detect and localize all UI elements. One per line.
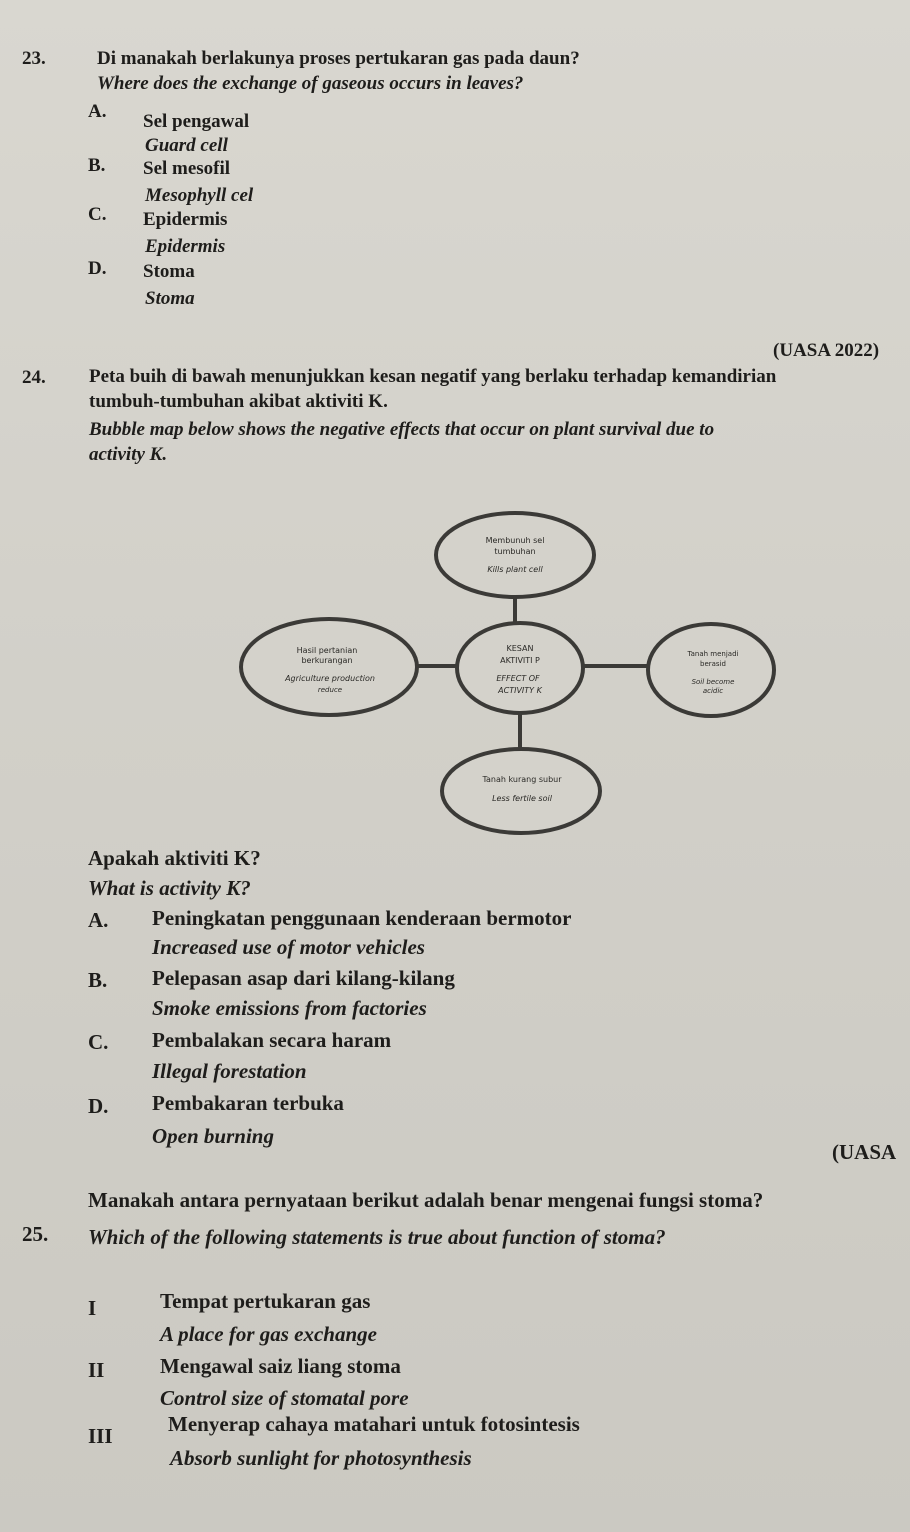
bubble-left-ms-2: berkurangan bbox=[301, 656, 353, 665]
bubble-right-ms-1: Tanah menjadi bbox=[687, 650, 739, 658]
bubble-right bbox=[648, 624, 774, 716]
option-c-ms: Pembalakan secara haram bbox=[152, 1028, 392, 1052]
bubble-right-ms-2: berasid bbox=[700, 660, 726, 668]
bubble-right-en-2: acidic bbox=[702, 687, 724, 695]
bubble-center-ms-2: AKTIVITI P bbox=[500, 656, 540, 665]
option-a-en: Guard cell bbox=[145, 135, 228, 156]
question-number: 23. bbox=[22, 48, 46, 69]
option-a-letter: A. bbox=[88, 101, 107, 122]
option-b-letter: B. bbox=[88, 155, 106, 176]
bubble-top-ms-2: tumbuhan bbox=[494, 547, 536, 556]
option-a-letter: A. bbox=[88, 908, 109, 932]
ask-en: What is activity K? bbox=[88, 876, 251, 900]
question-number: 25. bbox=[22, 1222, 49, 1246]
option-b-en: Smoke emissions from factories bbox=[152, 996, 427, 1020]
bubble-left-en-1: Agriculture production bbox=[285, 674, 375, 683]
option-d-ms: Stoma bbox=[143, 261, 195, 282]
bubble-top-en: Kills plant cell bbox=[487, 565, 543, 574]
bubble-center-en-2: ACTIVITY K bbox=[498, 686, 542, 695]
option-a-en: Increased use of motor vehicles bbox=[152, 935, 425, 959]
bubble-bottom-ms: Tanah kurang subur bbox=[482, 775, 562, 784]
bubble-center-ms-1: KESAN bbox=[506, 644, 534, 653]
option-a-ms: Peningkatan penggunaan kenderaan bermotor bbox=[152, 906, 572, 930]
question-text-ms: Di manakah berlakunya proses pertukaran gas pada daun? bbox=[97, 48, 580, 69]
question-text-ms: Manakah antara pernyataan berikut adalah benar mengenai fungsi stoma? bbox=[88, 1188, 764, 1212]
question-text-en-line1: Bubble map below shows the negative effects that occur on plant survival due to bbox=[89, 419, 715, 440]
bubble-center-en-1: EFFECT OF bbox=[496, 674, 540, 683]
statement-3-en: Absorb sunlight for photosynthesis bbox=[170, 1446, 472, 1470]
source-label: (UASA bbox=[832, 1140, 897, 1164]
option-c-letter: C. bbox=[88, 204, 107, 225]
question-text-en: Where does the exchange of gaseous occurs in leaves? bbox=[97, 73, 524, 94]
option-b-letter: B. bbox=[88, 968, 108, 992]
option-c-letter: C. bbox=[88, 1030, 109, 1054]
statement-1-en: A place for gas exchange bbox=[160, 1322, 377, 1346]
bubble-right-en-1: Soil become bbox=[691, 678, 735, 686]
option-b-ms: Sel mesofil bbox=[143, 158, 231, 179]
ask-ms: Apakah aktiviti K? bbox=[88, 846, 261, 870]
statement-2-ms: Mengawal saiz liang stoma bbox=[160, 1354, 401, 1378]
option-d-letter: D. bbox=[88, 258, 107, 279]
option-d-en: Stoma bbox=[145, 288, 195, 309]
bubble-top-ms-1: Membunuh sel bbox=[485, 536, 545, 545]
statement-1-ms: Tempat pertukaran gas bbox=[160, 1289, 371, 1313]
option-c-en: Illegal forestation bbox=[152, 1059, 307, 1083]
statement-3-ms: Menyerap cahaya matahari untuk fotosintesis bbox=[168, 1412, 580, 1436]
option-d-en: Open burning bbox=[152, 1124, 274, 1148]
statement-2-en: Control size of stomatal pore bbox=[160, 1386, 409, 1410]
option-b-en: Mesophyll cel bbox=[145, 185, 254, 206]
option-a-ms: Sel pengawal bbox=[143, 111, 250, 132]
question-text-ms-line1: Peta buih di bawah menunjukkan kesan negatif yang berlaku terhadap kemandirian bbox=[89, 366, 777, 387]
option-d-ms: Pembakaran terbuka bbox=[152, 1091, 344, 1115]
statement-3-numeral: III bbox=[88, 1424, 113, 1448]
source-label: (UASA 2022) bbox=[773, 340, 880, 361]
option-d-letter: D. bbox=[88, 1094, 109, 1118]
question-text-en-line2: activity K. bbox=[89, 444, 168, 465]
question-text-ms-line2: tumbuh-tumbuhan akibat aktiviti K. bbox=[89, 391, 388, 412]
bubble-left-ms-1: Hasil pertanian bbox=[296, 646, 358, 655]
bubble-bottom bbox=[442, 749, 600, 833]
bubble-left bbox=[241, 619, 417, 715]
option-c-en: Epidermis bbox=[145, 236, 226, 257]
bubble-left-en-2: reduce bbox=[317, 686, 343, 694]
question-text-en: Which of the following statements is true about function of stoma? bbox=[88, 1225, 666, 1249]
statement-1-numeral: I bbox=[88, 1296, 97, 1320]
statement-2-numeral: II bbox=[88, 1358, 105, 1382]
option-c-ms: Epidermis bbox=[143, 209, 228, 230]
bubble-bottom-en: Less fertile soil bbox=[492, 794, 552, 803]
bubble-center bbox=[457, 623, 583, 713]
question-number: 24. bbox=[22, 367, 46, 388]
option-b-ms: Pelepasan asap dari kilang-kilang bbox=[152, 966, 455, 990]
